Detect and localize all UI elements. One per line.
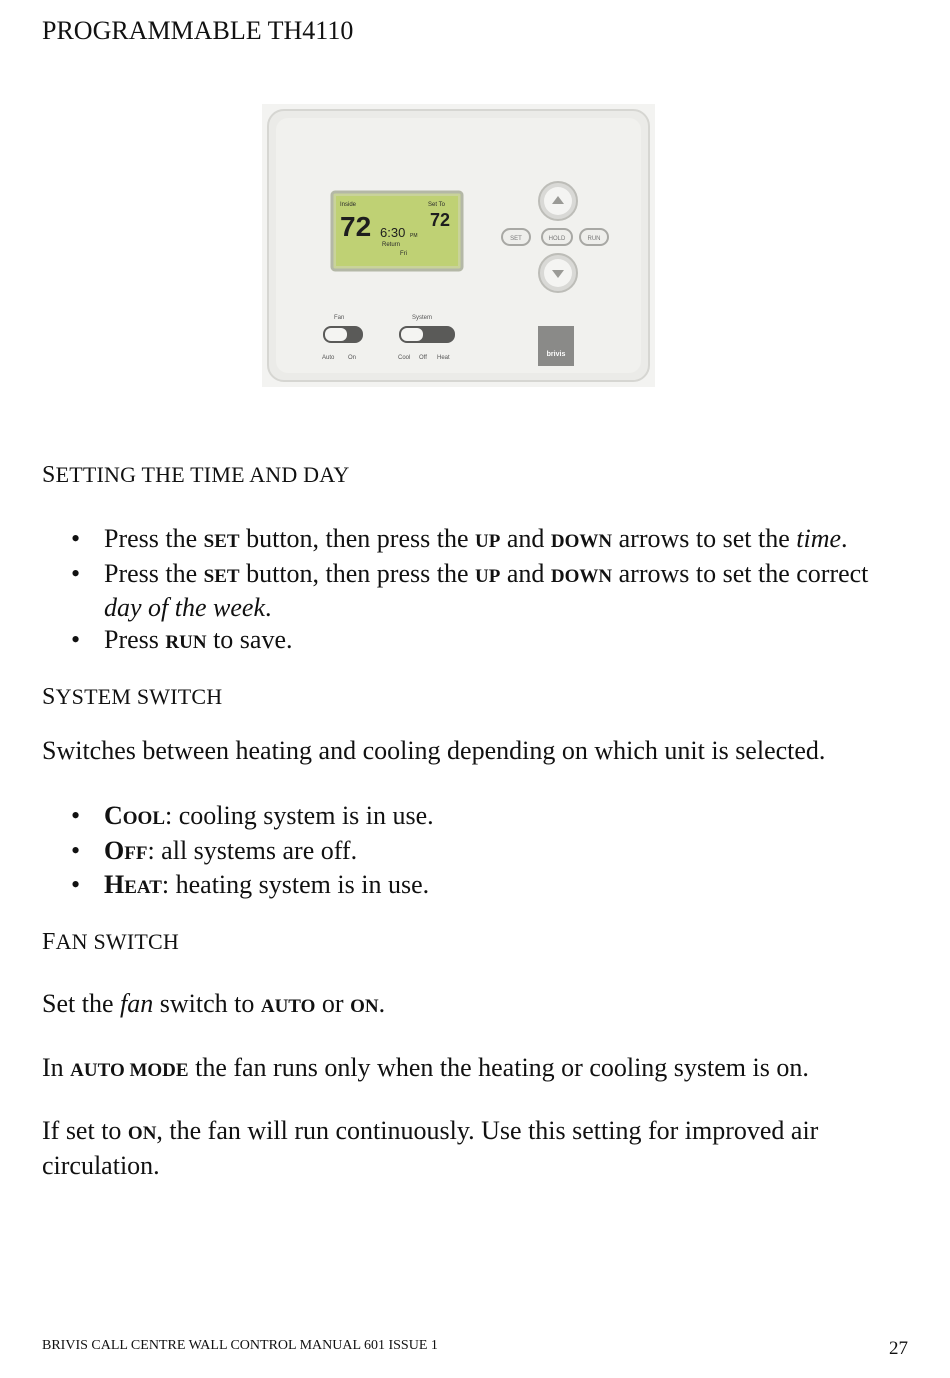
down-button — [539, 254, 577, 292]
fan-switch-paragraph-2: In AUTO MODE the fan runs only when the heating or cooling system is on. — [42, 1053, 809, 1082]
day-text: Fri — [400, 251, 407, 257]
system-pos-cool: Cool — [398, 355, 411, 361]
fan-switch-paragraph-1: Set the fan switch to AUTO or ON. — [42, 989, 386, 1018]
time-day-steps — [42, 523, 912, 658]
list-item: • HEAT: heating system is in use. — [42, 869, 912, 904]
section-heading-fan-switch: FAN SWITCH — [42, 929, 179, 955]
hold-button-label: HOLD — [548, 236, 566, 242]
list-item: • COOL: cooling system is in use. — [42, 800, 912, 835]
section-heading-system-switch: SYSTEM SWITCH — [42, 684, 223, 710]
fan-pos-on: On — [348, 355, 357, 361]
mode-text: Return — [382, 242, 401, 248]
brand-text: brivis — [546, 351, 566, 358]
set-to-label: Set To — [428, 202, 445, 208]
thermostat-photo — [262, 104, 655, 387]
set-button-label: SET — [510, 236, 522, 242]
ampm: PM — [410, 233, 418, 239]
set-temp: 72 — [430, 210, 451, 230]
fan-switch-label: Fan — [334, 315, 345, 321]
system-pos-off: Off — [419, 355, 427, 361]
system-switch-label: System — [412, 315, 433, 321]
lcd-display — [332, 192, 462, 270]
section-heading-time-day: SETTING THE TIME AND DAY — [42, 462, 350, 488]
list-item: • Press RUN to save. — [42, 624, 912, 659]
up-button — [539, 182, 577, 220]
hold-button — [542, 229, 572, 245]
run-button-label: RUN — [587, 236, 601, 242]
inside-temp: 72 — [340, 211, 372, 242]
footer-text: BRIVIS CALL CENTRE WALL CONTROL MANUAL 601 ISSUE 1 — [42, 1338, 438, 1353]
time-readout: 6:30 — [380, 225, 406, 240]
system-switch-intro: Switches between heating and cooling depending on which unit is selected. — [42, 736, 826, 765]
fan-pos-auto: Auto — [322, 355, 335, 361]
system-switch-modes — [42, 800, 912, 904]
brivis-logo — [538, 326, 574, 366]
fan-switch-paragraph-3: If set to ON, the fan will run continuously. Use this setting for improved air circulation. — [42, 1116, 819, 1180]
inside-label: Inside — [340, 202, 357, 208]
list-item: • OFF: all systems are off. — [42, 835, 912, 870]
page-title: PROGRAMMABLE TH4110 — [42, 16, 354, 45]
list-item: • Press the SET button, then press the UP and DOWN arrows to set the correct day of the week. — [42, 558, 912, 624]
list-item: • Press the SET button, then press the UP and DOWN arrows to set the time. — [42, 523, 912, 558]
system-pos-heat: Heat — [437, 355, 450, 361]
set-button — [502, 229, 530, 245]
page-number: 27 — [889, 1338, 908, 1359]
run-button — [580, 229, 608, 245]
